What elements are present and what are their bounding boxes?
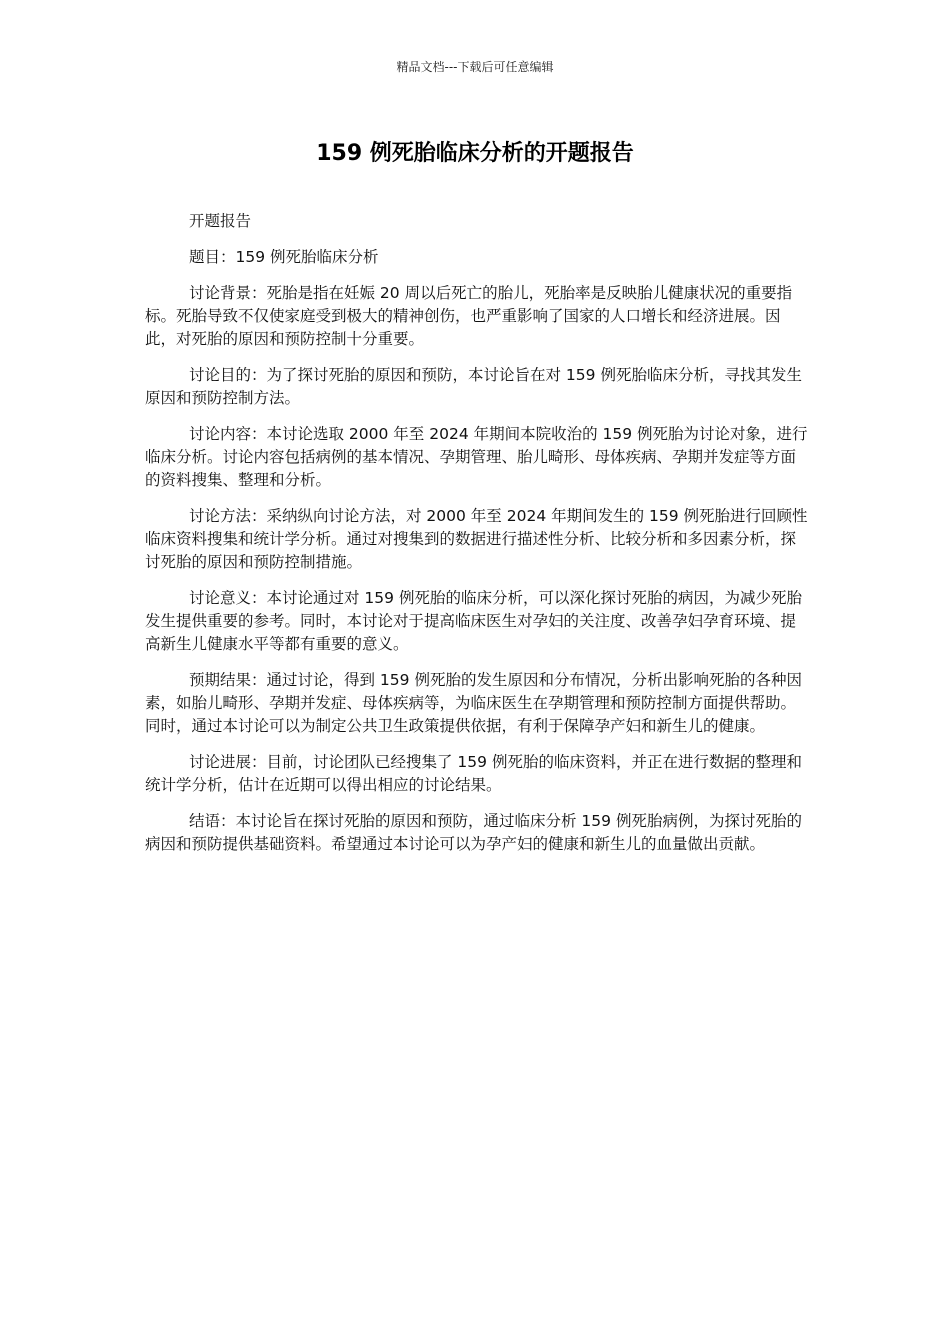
paragraph-topic: 题目：159 例死胎临床分析 — [189, 248, 379, 266]
paragraph-progress: 讨论进展：目前，讨论团队已经搜集了 159 例死胎的临床资料，并正在进行数据的整理和统计学分析，估计在近期可以得出相应的讨论结果。 — [145, 753, 802, 794]
paragraph-conclusion: 结语：本讨论旨在探讨死胎的原因和预防，通过临床分析 159 例死胎病例，为探讨死胎的病因和预防提供基础资料。希望通过本讨论可以为孕产妇的健康和新生儿的血量做出贡献。 — [145, 812, 802, 853]
document-title: 159 例死胎临床分析的开题报告 — [316, 141, 634, 166]
header-note: 精品文档---下载后可任意编辑 — [396, 60, 554, 74]
document-body — [145, 210, 809, 869]
paragraph-expected-results: 预期结果：通过讨论，得到 159 例死胎的发生原因和分布情况，分析出影响死胎的各种因素，如胎儿畸形、孕期并发症、母体疾病等，为临床医生在孕期管理和预防控制方面提供帮助。同时，通过本讨论可以为制定公共卫生政策提供依据，有利于保障孕产妇和新生儿的健康。 — [145, 671, 802, 735]
paragraph-content: 讨论内容：本讨论选取 2000 年至 2024 年期间本院收治的 159 例死胎为讨论对象，进行临床分析。讨论内容包括病例的基本情况、孕期管理、胎儿畸形、母体疾病、孕期并发症等方面的资料搜集、整理和分析。 — [145, 425, 808, 489]
paragraph-report-label: 开题报告 — [189, 212, 252, 230]
paragraph-purpose: 讨论目的：为了探讨死胎的原因和预防，本讨论旨在对 159 例死胎临床分析，寻找其发生原因和预防控制方法。 — [145, 366, 802, 407]
paragraph-method: 讨论方法：采纳纵向讨论方法，对 2000 年至 2024 年期间发生的 159 例死胎进行回顾性临床资料搜集和统计学分析。通过对搜集到的数据进行描述性分析、比较分析和多因素分析，探讨死胎的原因和预防控制措施。 — [145, 507, 808, 571]
paragraph-significance: 讨论意义：本讨论通过对 159 例死胎的临床分析，可以深化探讨死胎的病因，为减少死胎发生提供重要的参考。同时，本讨论对于提高临床医生对孕妇的关注度、改善孕妇孕育环境、提高新生儿健康水平等都有重要的意义。 — [145, 589, 802, 653]
paragraph-background: 讨论背景：死胎是指在妊娠 20 周以后死亡的胎儿，死胎率是反映胎儿健康状况的重要指标。死胎导致不仅使家庭受到极大的精神创伤，也严重影响了国家的人口增长和经济进展。因此，对死胎的原因和预防控制十分重要。 — [145, 284, 793, 348]
